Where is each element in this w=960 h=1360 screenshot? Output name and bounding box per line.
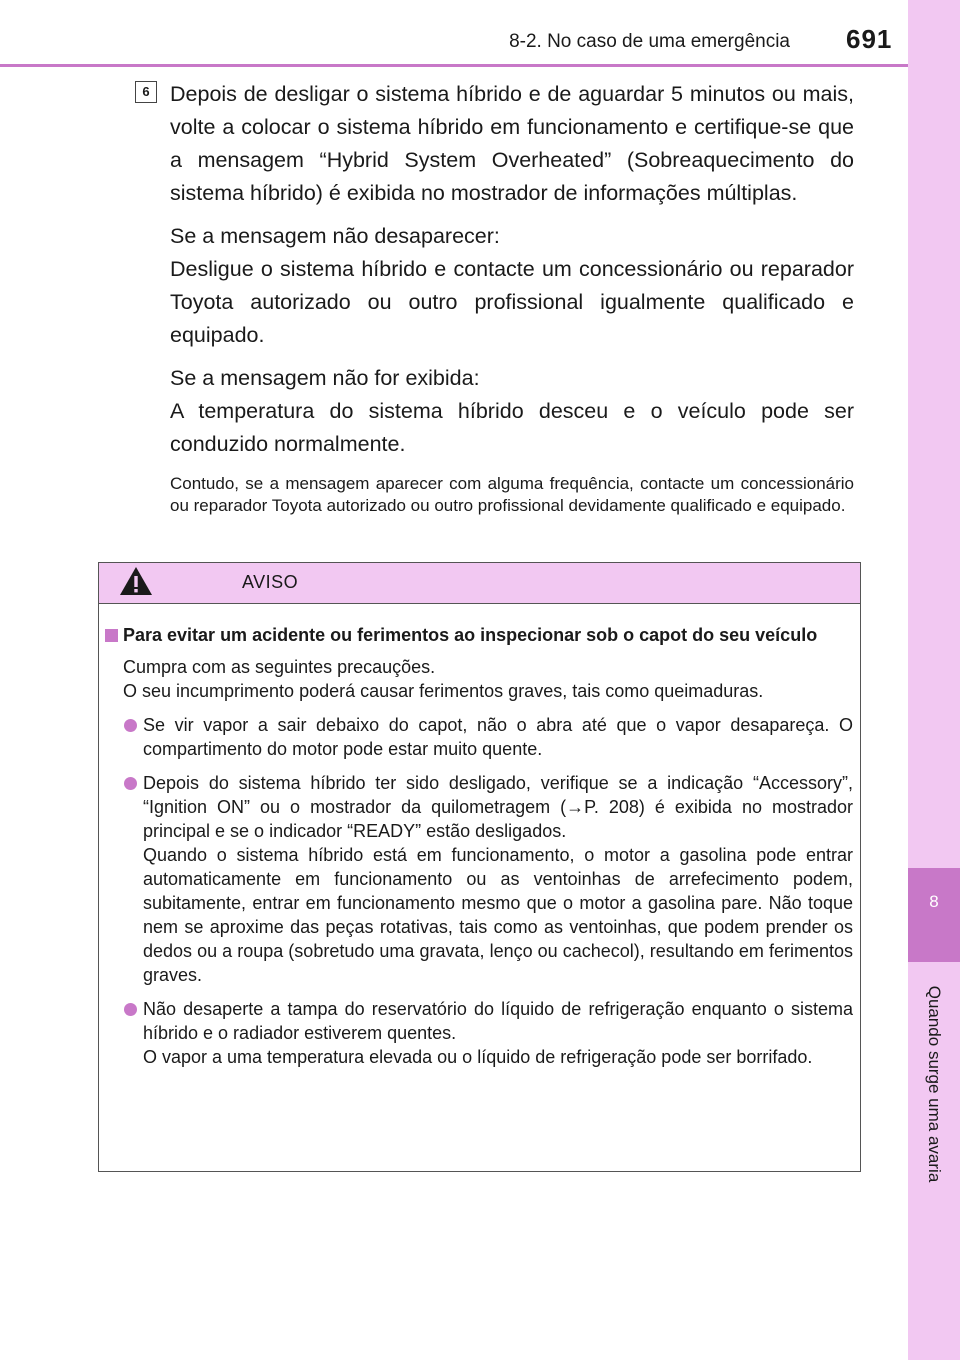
chapter-number-tab[interactable]	[908, 868, 960, 962]
warning-intro: O seu incumprimento poderá causar ferimentos graves, tais como queimaduras.	[123, 681, 764, 701]
warning-label: AVISO	[242, 572, 299, 592]
warning-bullet	[143, 997, 853, 1069]
warning-bullet-text: O vapor a uma temperatura elevada ou o líquido de refrigeração pode ser borrifado.	[143, 1047, 813, 1067]
circle-bullet-icon	[124, 719, 137, 732]
square-bullet-icon	[105, 629, 118, 642]
page-number: 691	[846, 24, 893, 54]
warning-box	[98, 562, 861, 1172]
warning-bullet-text: Quando o sistema híbrido está em funcionamento, o motor a gasolina pode entrar automaticamente em funcionamento ou as ventoinhas de arrefecimento podem, subitamente, entrar em funcionamento mesmo que o motor a gasolina pare. Não toque nem se aproxime das peças rotativas, tais como as ventoinhas, que podem prender os dedos ou a roupa (sobretudo uma gravata, lenço ou cachecol), resultando em ferimentos graves.	[143, 845, 853, 985]
step-paragraph: Se a mensagem não for exibida:	[170, 366, 480, 390]
circle-bullet-icon	[124, 777, 137, 790]
warning-bullet-text: Depois do sistema híbrido ter sido desligado, verifique se a indicação “Accessory”, “Ignition ON” ou o mostrador da quilometragem (→P. 208) é exibida no mostrador principal e se o indicador “READY” estão desligados.	[143, 773, 853, 841]
warning-bullet	[143, 713, 853, 761]
section-title: 8-2. No caso de uma emergência	[509, 31, 790, 52]
step-number-badge: 6	[135, 81, 157, 103]
warning-bullet	[143, 771, 853, 987]
step-paragraph: Desligue o sistema híbrido e contacte um concessionário ou reparador Toyota autorizado ou outro profissional igualmente qualificado e equipado.	[170, 257, 854, 347]
step-note: Contudo, se a mensagem aparecer com alguma frequência, contacte um concessionário ou reparador Toyota autorizado ou outro profissional devidamente qualificado e equipado.	[170, 474, 854, 515]
circle-bullet-icon	[124, 1003, 137, 1016]
warning-heading	[123, 623, 853, 647]
warning-content	[99, 623, 862, 1069]
chapter-title: Quando surge uma avaria	[925, 985, 944, 1183]
step-paragraph: Depois de desligar o sistema híbrido e de aguardar 5 minutos ou mais, volte a colocar o sistema híbrido em funcionamento e certifique-se que a mensagem “Hybrid System Overheated” (Sobreaquecimento do sistema híbrido) é exibida no mostrador de informações múltiplas.	[170, 82, 854, 205]
warning-header	[99, 563, 860, 604]
warning-bullet-text: Se vir vapor a sair debaixo do capot, não o abra até que o vapor desapareça. O compartimento do motor pode estar muito quente.	[143, 715, 853, 759]
step-body	[170, 78, 854, 517]
step-paragraph: Se a mensagem não desaparecer:	[170, 224, 500, 248]
warning-intro: Cumpra com as seguintes precauções.	[123, 657, 436, 677]
step-paragraph: A temperatura do sistema híbrido desceu e o veículo pode ser conduzido normalmente.	[170, 399, 854, 456]
warning-heading-text: Para evitar um acidente ou ferimentos ao inspecionar sob o capot do seu veículo	[123, 625, 818, 645]
warning-bullet-text: Não desaperte a tampa do reservatório do líquido de refrigeração enquanto o sistema híbrido e o radiador estiverem quentes.	[143, 999, 853, 1043]
warning-triangle-icon	[119, 566, 153, 596]
chapter-number: 8	[929, 892, 939, 911]
header-divider	[0, 64, 908, 67]
